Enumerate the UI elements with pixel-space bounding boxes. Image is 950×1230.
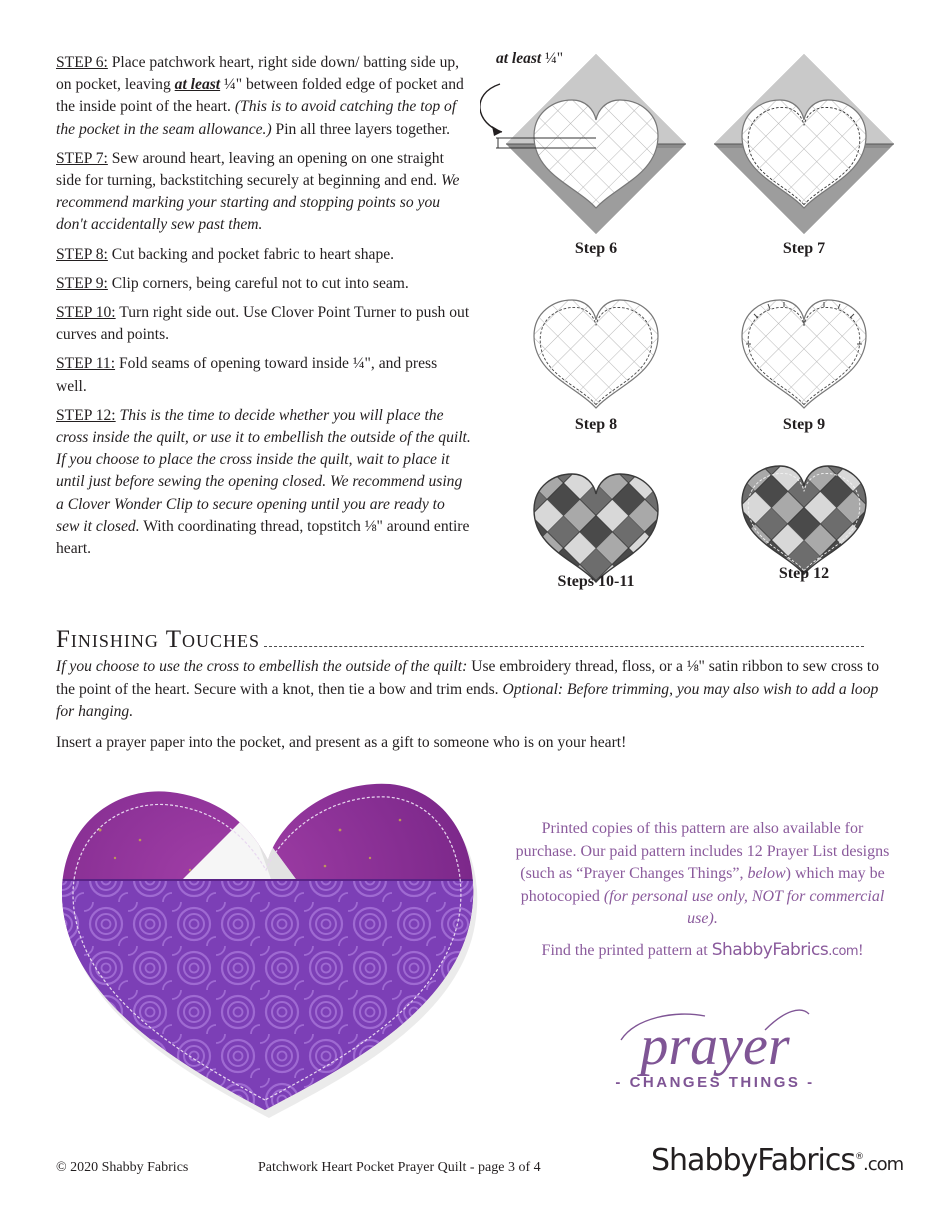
- step-8-label: STEP 8:: [56, 245, 108, 263]
- promo-site-name[interactable]: ShabbyFabrics: [711, 939, 829, 960]
- step-12-label: STEP 12:: [56, 406, 116, 424]
- promo-find-text: Find the printed pattern at: [541, 941, 712, 959]
- step-11-text: Fold seams of opening toward inside ¼", and press well.: [56, 355, 438, 395]
- steps-10-11-diagram: [534, 474, 658, 582]
- step-7-label: STEP 7:: [56, 149, 108, 167]
- finishing-optional: Optional: Before trimming, you may also wish to add a loop for hanging.: [56, 680, 879, 720]
- step-7-text: Sew around heart, leaving an opening on one straight side for turning, backstitching securely at beginning and end.: [56, 149, 444, 190]
- quarter-inch-label: ¼": [541, 50, 564, 67]
- step-7-diagram: [714, 54, 894, 234]
- step-12-text: With coordinating thread, topstitch ⅛" around entire heart.: [56, 517, 470, 558]
- step-6-note: (This is to avoid catching the top of the pocket in the seam allowance.): [56, 98, 457, 138]
- finishing-instructions: Use embroidery thread, floss, or a ⅛" satin ribbon to sew cross to the point of the heart. Secure with a knot, then tie a bow and trim ends.: [56, 658, 880, 698]
- promo-site-com[interactable]: .com: [828, 943, 859, 959]
- step-6-label: STEP 6:: [56, 54, 108, 71]
- footer-registered-mark: ®: [855, 1152, 864, 1162]
- step-12-diagram: [742, 466, 866, 574]
- heading-dashed-rule: [264, 645, 864, 647]
- step-9-label: STEP 9:: [56, 274, 108, 292]
- footer-brand-com: .com: [863, 1154, 904, 1175]
- prayer-script-text: prayer: [640, 1015, 790, 1077]
- step-6: [56, 52, 471, 141]
- heart-pocket-photo: [40, 770, 500, 1150]
- step-6-text-c: ¼" between folded edge of pocket and the inside point of the heart.: [56, 76, 464, 116]
- footer-copyright: © 2020 Shabby Fabrics: [56, 1160, 189, 1175]
- step-11: [56, 353, 471, 397]
- finishing-title-text: Finishing Touches: [56, 626, 260, 653]
- step-10: [56, 302, 471, 346]
- finishing-touches-heading: [56, 626, 896, 654]
- finishing-paragraph-2: Insert a prayer paper into the pocket, and present as a gift to someone who is on your heart!: [56, 733, 627, 751]
- step-6-text-e: Pin all three layers together.: [271, 120, 451, 138]
- finishing-touches-text: [56, 656, 896, 762]
- step-9: [56, 273, 471, 295]
- caption-step-7: Step 7: [782, 240, 826, 257]
- step-9-diagram: [742, 300, 866, 408]
- svg-text:at least ¼": [496, 50, 563, 67]
- footer-brand-logo: [651, 1143, 903, 1178]
- caption-step-12: Step 12: [778, 565, 830, 582]
- step-8: [56, 244, 471, 266]
- at-least-label: at least: [496, 50, 542, 67]
- promo-text-a: Printed copies of this pattern are also available for purchase. Our paid pattern includes 12 Prayer List designs (such as “Prayer Changes Things”,: [515, 820, 890, 882]
- caption-step-8: Step 8: [574, 416, 618, 433]
- at-least-emphasis: at least: [174, 76, 221, 94]
- step-12: [56, 405, 471, 560]
- footer-page-title: Patchwork Heart Pocket Prayer Quilt - page 3 of 4: [258, 1160, 541, 1175]
- step-6-text-a: Place patchwork heart, right side down/ batting side up, on pocket, leaving: [56, 54, 460, 94]
- caption-step-6: Step 6: [574, 240, 618, 257]
- promo-exclaim: !: [858, 941, 864, 959]
- step-9-text: Clip corners, being careful not to cut into seam.: [107, 274, 409, 292]
- promo-paragraph: [515, 818, 890, 931]
- promo-text: [515, 818, 890, 971]
- step-8-diagram: [534, 300, 658, 408]
- finishing-paragraph-1: [56, 656, 896, 724]
- footer-brand-name: ShabbyFabrics: [651, 1143, 856, 1178]
- promo-find: [515, 939, 890, 964]
- finishing-intro: If you choose to use the cross to embellish the outside of the quilt:: [56, 658, 468, 675]
- step-7-note: We recommend marking your starting and stopping points so you don't accidentally sew past them.: [56, 172, 460, 234]
- changes-things-tagline: - CHANGES THINGS -: [615, 1074, 815, 1091]
- promo-text-c: ) which may be photocopied: [520, 865, 885, 905]
- promo-note: (for personal use only, NOT for commercial use).: [603, 887, 885, 927]
- step-10-label: STEP 10:: [56, 304, 116, 322]
- step-11-label: STEP 11:: [56, 355, 116, 373]
- caption-step-9: Step 9: [782, 416, 826, 433]
- step-12-note: This is the time to decide whether you will place the cross inside the quilt, or use it to embellish the outside of the quilt. If you choose to place the cross inside the quilt, wait to place it until just before sewing the opening closed. We recommend using a Clover Wonder Clip to secure opening until you are ready to sew it closed.: [56, 406, 471, 535]
- promo-below: below: [747, 865, 786, 882]
- step-6-diagram: [480, 50, 686, 234]
- step-7: [56, 148, 471, 237]
- steps-text: [56, 52, 471, 567]
- promo-site-link[interactable]: [712, 940, 858, 960]
- step-diagrams: [480, 40, 920, 600]
- step-8-text: Cut backing and pocket fabric to heart shape.: [107, 245, 395, 263]
- caption-steps-10-11: Steps 10-11: [557, 573, 635, 590]
- step-10-text: Turn right side out. Use Clover Point Turner to push out curves and points.: [56, 304, 470, 344]
